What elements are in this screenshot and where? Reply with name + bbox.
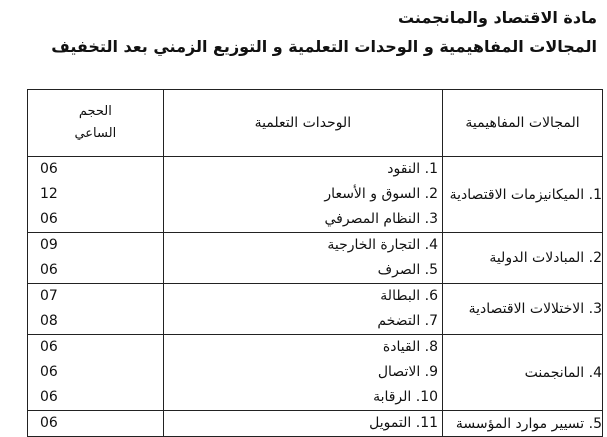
units-cell: [163, 335, 442, 411]
unit-item: 8. القيادة: [382, 339, 439, 355]
unit-item: 9. الاتصال: [377, 364, 439, 380]
curriculum-table: [27, 89, 603, 437]
hours-cell: [28, 335, 164, 411]
hours-value: 06: [40, 161, 58, 177]
hours-cell: [28, 233, 164, 284]
hours-value: 06: [40, 364, 58, 380]
units-cell: [163, 233, 442, 284]
header-domains: المجالات المفاهيمية: [443, 90, 603, 157]
unit-item: 6. البطالة: [380, 288, 439, 304]
hours-value: 06: [40, 211, 58, 227]
hours-value: 07: [40, 288, 58, 304]
unit-item: 5. الصرف: [377, 262, 439, 278]
unit-item: 2. السوق و الأسعار: [324, 186, 439, 202]
header-hours-line2: الساعي: [74, 126, 117, 141]
domain-cell: 1. الميكانيزمات الاقتصادية: [443, 157, 603, 233]
table-row: [28, 284, 603, 335]
units-cell: [163, 411, 442, 437]
header-units: الوحدات التعلمية: [163, 90, 442, 157]
units-cell: [163, 157, 442, 233]
unit-item: 4. التجارة الخارجية: [327, 237, 439, 253]
hours-value: 06: [40, 262, 58, 278]
hours-value: 09: [40, 237, 58, 253]
unit-item: 7. التضخم: [377, 313, 439, 329]
units-cell: [163, 284, 442, 335]
domain-cell: 4. المانجمنت: [443, 335, 603, 411]
table-header-row: [28, 90, 603, 157]
header-hours-line1: الحجم: [78, 104, 112, 119]
unit-item: 3. النظام المصرفي: [324, 211, 439, 227]
unit-item: 11. التمويل: [369, 415, 439, 431]
hours-cell: [28, 411, 164, 437]
table-title: المجالات المفاهيمية و الوحدات التعلمية و التوزيع الزمني بعد التخفيف: [51, 37, 597, 56]
hours-value: 12: [40, 186, 58, 202]
subject-title: مادة الاقتصاد والمانجمنت: [397, 8, 597, 27]
table-row: [28, 335, 603, 411]
hours-cell: [28, 284, 164, 335]
table-row: [28, 233, 603, 284]
domain-cell: 5. تسيير موارد المؤسسة: [443, 411, 603, 437]
header-hours: [28, 90, 164, 157]
hours-value: 08: [40, 313, 58, 329]
hours-value: 06: [40, 415, 58, 431]
hours-cell: [28, 157, 164, 233]
domain-cell: 3. الاختلالات الاقتصادية: [443, 284, 603, 335]
hours-value: 06: [40, 389, 58, 405]
table-row: [28, 411, 603, 437]
hours-value: 06: [40, 339, 58, 355]
domain-cell: 2. المبادلات الدولية: [443, 233, 603, 284]
table-row: [28, 157, 603, 233]
unit-item: 10. الرقابة: [373, 389, 439, 405]
unit-item: 1. النقود: [387, 161, 439, 177]
